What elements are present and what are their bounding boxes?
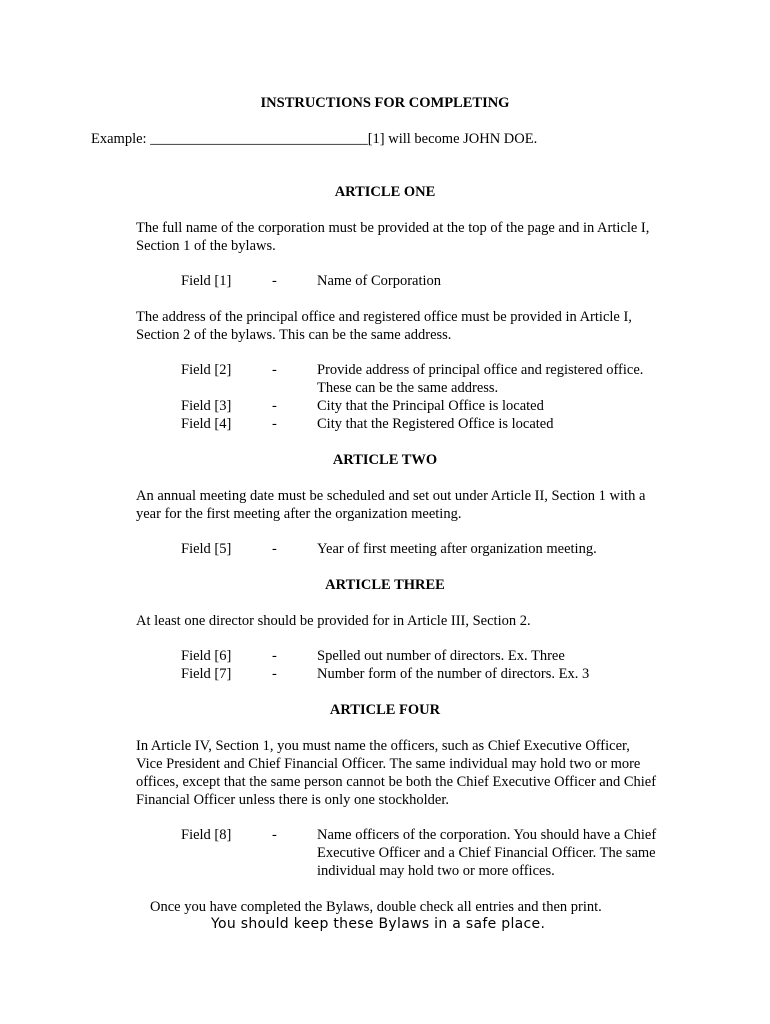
field-8-dash: -	[272, 827, 277, 843]
field-1-dash: -	[272, 273, 277, 289]
paragraph-line: offices, except that the same person cannot be both the Chief Executive Officer and Chief	[136, 774, 657, 790]
field-3-dash: -	[272, 398, 277, 414]
paragraph-line: year for the first meeting after the organization meeting.	[136, 506, 462, 522]
article-two-paragraph	[136, 487, 645, 523]
field-5-label: Field [5]	[181, 541, 232, 557]
article-four-heading: ARTICLE FOUR	[329, 702, 441, 718]
paragraph-line: The full name of the corporation must be provided at the top of the page and in Article I,	[136, 220, 650, 236]
desc-line: individual may hold two or more offices.	[317, 863, 555, 879]
article-one-paragraph-2	[136, 308, 632, 344]
field-2-label: Field [2]	[181, 362, 232, 378]
article-three-heading: ARTICLE THREE	[325, 577, 445, 593]
paragraph-line: In Article IV, Section 1, you must name the officers, such as Chief Executive Officer,	[136, 738, 630, 754]
field-8-label: Field [8]	[181, 827, 232, 843]
article-one-paragraph-1	[136, 219, 649, 255]
paragraph-line: An annual meeting date must be scheduled and set out under Article II, Section 1 with a	[136, 488, 646, 504]
example-line	[91, 130, 537, 148]
field-2-dash: -	[272, 362, 277, 378]
field-4-dash: -	[272, 416, 277, 432]
field-1-label: Field [1]	[181, 273, 232, 289]
article-two-heading: ARTICLE TWO	[332, 452, 438, 468]
desc-line: Provide address of principal office and registered office.	[317, 362, 644, 378]
paragraph-line: Vice President and Chief Financial Officer. The same individual may hold two or more	[136, 756, 641, 772]
paragraph-line: Section 1 of the bylaws.	[136, 238, 276, 254]
field-6-dash: -	[272, 648, 277, 664]
field-8-desc	[317, 826, 656, 880]
article-four-paragraph	[136, 737, 656, 809]
field-5-desc: Year of first meeting after organization meeting.	[317, 541, 597, 557]
field-4-label: Field [4]	[181, 416, 232, 432]
paragraph-line: Section 2 of the bylaws. This can be the same address.	[136, 327, 452, 343]
paragraph-line: The address of the principal office and registered office must be provided in Article I,	[136, 309, 632, 325]
field-5-dash: -	[272, 541, 277, 557]
field-2-desc	[317, 361, 643, 397]
field-7-desc: Number form of the number of directors. Ex. 3	[317, 666, 590, 682]
field-6-label: Field [6]	[181, 648, 232, 664]
example-label: Example:	[91, 131, 147, 147]
field-3-label: Field [3]	[181, 398, 232, 414]
example-blank: ______________________________	[150, 131, 368, 147]
field-6-desc: Spelled out number of directors. Ex. Three	[317, 648, 565, 664]
desc-line: Name officers of the corporation. You should have a Chief	[317, 827, 657, 843]
article-three-paragraph: At least one director should be provided for in Article III, Section 2.	[136, 613, 531, 629]
paragraph-line: Financial Officer unless there is only one stockholder.	[136, 792, 450, 808]
field-7-label: Field [7]	[181, 666, 232, 682]
field-1-desc: Name of Corporation	[317, 273, 442, 289]
article-one-heading: ARTICLE ONE	[334, 184, 436, 200]
closing-line-2: You should keep these Bylaws in a safe place.	[211, 916, 546, 932]
field-4-desc: City that the Registered Office is located	[317, 416, 554, 432]
field-7-dash: -	[272, 666, 277, 682]
closing-line-1: Once you have completed the Bylaws, double check all entries and then print.	[150, 899, 602, 915]
desc-line: Executive Officer and a Chief Financial Officer. The same	[317, 845, 656, 861]
page-title: INSTRUCTIONS FOR COMPLETING	[260, 95, 510, 111]
example-suffix: [1] will become JOHN DOE.	[367, 131, 538, 147]
desc-line: These can be the same address.	[317, 380, 499, 396]
field-3-desc: City that the Principal Office is located	[317, 398, 544, 414]
